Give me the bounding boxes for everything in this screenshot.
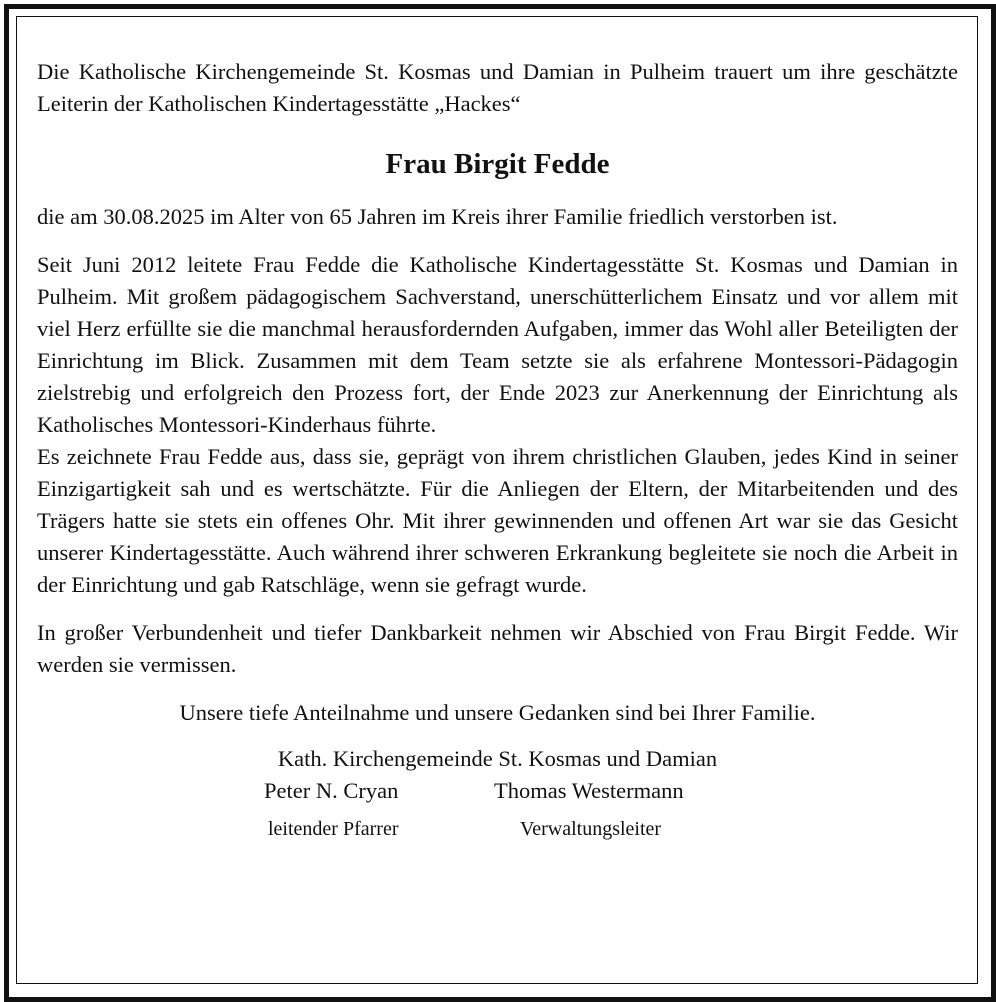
deceased-name: Frau Birgit Fedde [385,148,610,180]
signer-name-2: Thomas Westermann [494,778,684,803]
signer-name-1: Peter N. Cryan [264,778,399,803]
signature-block [37,743,958,841]
signer-title-2: Verwaltungsleiter [520,818,662,840]
signer-title-1: leitender Pfarrer [268,818,399,840]
sympathy-line: Unsere tiefe Anteilnahme und unsere Gedanken sind bei Ihrer Familie. [179,700,816,725]
death-line: die am 30.08.2025 im Alter von 65 Jahren im Kreis ihrer Familie friedlich verstorben ist. [37,204,838,229]
signer-titles [37,807,958,841]
signer-names [37,775,958,807]
paragraph-farewell: In großer Verbundenheit und tiefer Dankbarkeit nehmen wir Abschied von Frau Birgit Fedde. Wir werden sie vermissen. [37,620,958,677]
signature-organization: Kath. Kirchengemeinde St. Kosmas und Damian [277,746,718,771]
intro-text: Die Katholische Kirchengemeinde St. Kosmas und Damian in Pulheim trauert um ihre geschätzte Leiterin der Katholischen Kindertagesstätte „Hackes“ [37,59,958,116]
paragraph-career: Seit Juni 2012 leitete Frau Fedde die Katholische Kindertagesstätte St. Kosmas und Damian in Pulheim. Mit großem pädagogischem Sachverstand, unerschütterlichem Einsatz und vor allem mit viel Herz erfüllte sie die manchmal herausfordernden Aufgaben, immer das Wohl aller Beteiligten der Einrichtung im Blick. Zusammen mit dem Team setzte sie als erfahrene Montessori-Pädagogin zielstrebig und erfolgreich den Prozess fort, der Ende 2023 zur Anerkennung der Einrichtung als Katholisches Montessori-Kinderhaus führte. [37,252,958,437]
obituary-notice [37,56,958,841]
paragraph-character: Es zeichnete Frau Fedde aus, dass sie, geprägt von ihrem christlichen Glauben, jedes Kind in seiner Einzigartigkeit sah und es wertschätzte. Für die Anliegen der Eltern, der Mitarbeitenden und des Trägers hatte sie stets ein offenes Ohr. Mit ihrer gewinnenden und offenen Art war sie das Gesicht unserer Kindertagesstätte. Auch während ihrer schweren Erkrankung begleitete sie noch die Arbeit in der Einrichtung und gab Ratschläge, wenn sie gefragt wurde. [37,444,958,597]
